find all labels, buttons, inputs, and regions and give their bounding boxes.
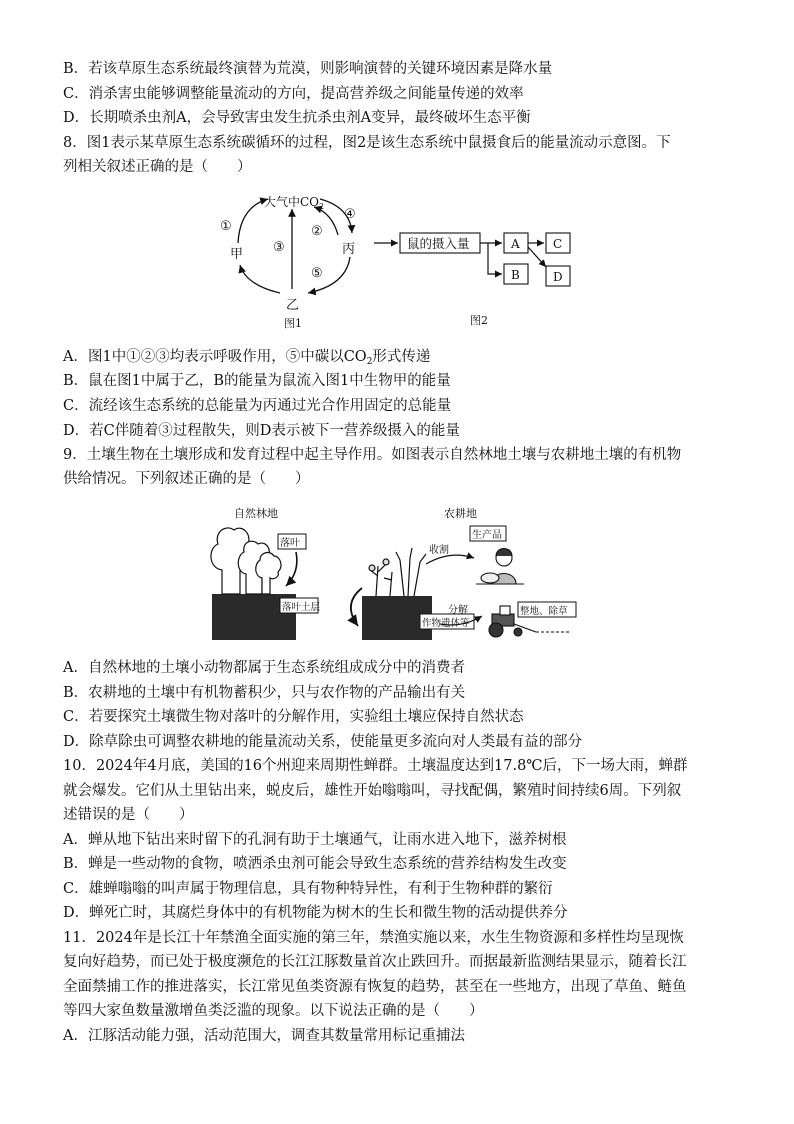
q8-option-c: C．流经该生态系统的总能量为丙通过光合作用固定的总能量 <box>63 398 452 414</box>
soil-organic-matter-illustration <box>200 500 620 648</box>
q9-stem-line-1: 9．土壤生物在土壤形成和发育过程中起主导作用。如图表示自然林地土壤与农耕地土壤的有机物 <box>63 447 682 463</box>
label-d: D <box>553 270 563 284</box>
q8-option-a: A．图1中①②③均表示呼吸作用，⑤中碳以$CO_2$形式传递 <box>63 349 431 367</box>
q7-option-c: C．消杀害虫能够调整能量流动的方向，提高营养级之间能量传递的效率 <box>63 86 524 102</box>
co2-label: 大气中$CO_2$ <box>264 195 325 211</box>
q8-option-b: B．鼠在图1中属于乙，B的能量为鼠流入图1中生物甲的能量 <box>63 373 451 389</box>
label-1: ① <box>220 219 232 234</box>
carbon-cycle-diagram <box>210 185 380 335</box>
q9-stem-line-2: 供给情况。下列叙述正确的是（ ） <box>63 471 310 487</box>
harvest-label: 收割 <box>429 545 449 556</box>
q8-option-d: D．若C伴随着③过程散失，则D表示被下一营养级摄入的能量 <box>63 423 460 439</box>
farm-title: 农耕地 <box>444 507 477 520</box>
forest-trees <box>211 528 281 594</box>
q10-stem-line-3: 述错误的是（ ） <box>63 807 194 823</box>
fig1-caption: 图1 <box>284 317 302 330</box>
label-b: B <box>511 268 520 282</box>
label-4: ④ <box>344 207 356 222</box>
q8-stem-line-2: 列相关叙述正确的是（ ） <box>63 159 252 175</box>
forest-title: 自然林地 <box>234 507 278 520</box>
node-yi: 乙 <box>286 298 300 313</box>
leaf-layer-label: 落叶土层 <box>282 602 321 613</box>
intake-label: 鼠的摄入量 <box>407 236 470 251</box>
tillage-label: 整地、除草 <box>520 606 568 617</box>
q9-option-c: C．若要探究土壤微生物对落叶的分解作用，实验组土壤应保持自然状态 <box>63 709 524 725</box>
energy-flow-diagram <box>370 225 580 335</box>
q11-stem-line-2: 复向好趋势，而已处于极度濒危的长江江豚数量首次止跌回升。而据最新监测结果显示，随着长江 <box>63 954 687 970</box>
q7-option-d: D．长期喷杀虫剂A，会导致害虫发生抗杀虫剂A变异，最终破坏生态平衡 <box>63 110 531 126</box>
person-icon <box>476 549 524 585</box>
crops-icon <box>369 548 426 596</box>
label-3: ③ <box>273 240 285 255</box>
residue-label: 作物遗体等 <box>422 618 470 629</box>
product-label: 生产品 <box>472 530 502 541</box>
label-c: C <box>553 237 563 251</box>
q10-option-d: D．蝉死亡时，其腐烂身体中的有机物能为树木的生长和微生物的活动提供养分 <box>63 905 568 921</box>
decompose-label: 分解 <box>448 605 468 616</box>
q10-option-c: C．雄蝉嗡嗡的叫声属于物理信息，具有物种特异性，有利于生物种群的繁衍 <box>63 881 553 897</box>
fallen-leaves-label: 落叶 <box>280 538 300 549</box>
q11-stem-line-3: 全面禁捕工作的推进落实，长江常见鱼类资源有恢复的趋势，甚至在一些地方，出现了草鱼、鲢鱼 <box>63 979 687 995</box>
q10-option-b: B．蝉是一些动物的食物，喷洒杀虫剂可能会导致生态系统的营养结构发生改变 <box>63 856 567 872</box>
q11-stem-line-1: 11．2024年是长江十年禁渔全面实施的第三年，禁渔实施以来，水生生物资源和多样性均呈现恢 <box>63 930 684 946</box>
q8-stem-line-1: 8．图1表示某草原生态系统碳循环的过程，图2是该生态系统中鼠摄食后的能量流动示意图。下 <box>63 135 671 151</box>
q9-option-a: A．自然林地的土壤小动物都属于生态系统组成成分中的消费者 <box>63 660 465 676</box>
q10-stem-line-2: 就会爆发。它们从土里钻出来，蜕皮后，雄性开始嗡嗡叫，寻找配偶，繁殖时间持续6周。下列叙 <box>63 783 682 799</box>
q11-stem-line-4: 等四大家鱼数量激增鱼类泛滥的现象。以下说法正确的是（ ） <box>63 1003 484 1019</box>
node-bing: 丙 <box>342 242 356 257</box>
q9-option-d: D．除草除虫可调整农耕地的能量流动关系，使能量更多流向对人类最有益的部分 <box>63 734 583 750</box>
label-a: A <box>511 237 520 251</box>
q9-option-b: B．农耕地的土壤中有机物蓄积少，只与农作物的产品输出有关 <box>63 685 466 701</box>
q10-option-a: A．蝉从地下钻出来时留下的孔洞有助于土壤通气，让雨水进入地下，滋养树根 <box>63 832 567 848</box>
label-5: ⑤ <box>311 266 323 281</box>
label-2: ② <box>311 224 323 239</box>
q11-option-a: A．江豚活动能力强，活动范围大，调查其数量常用标记重捕法 <box>63 1028 465 1044</box>
arrow-6 <box>240 265 280 293</box>
fig2-caption: 图2 <box>470 314 488 327</box>
q10-stem-line-1: 10．2024年4月底，美国的16个州迎来周期性蝉群。土壤温度达到17.8℃后，下一场大雨，蝉群 <box>63 758 688 774</box>
q7-option-b: B．若该草原生态系统最终演替为荒漠，则影响演替的关键环境因素是降水量 <box>63 61 553 77</box>
node-jia: 甲 <box>230 247 244 262</box>
